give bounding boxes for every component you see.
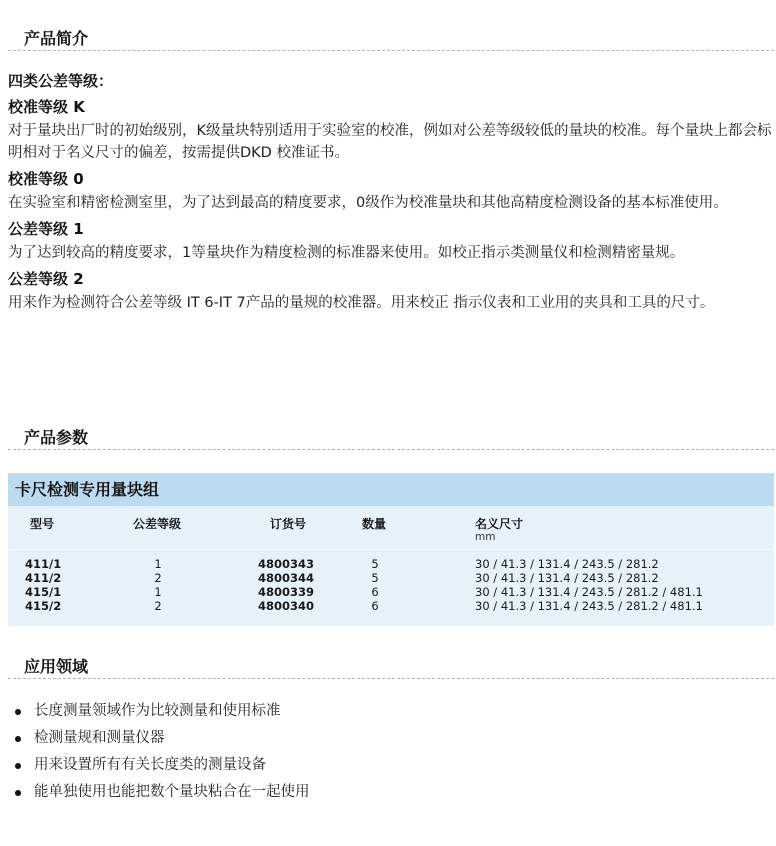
col-header-size-unit: mm [475,531,496,543]
cell-size: 30 / 41.3 / 131.4 / 243.5 / 281.2 / 481.1 [475,599,703,613]
cell-qty: 5 [371,571,379,585]
cell-order: 4800343 [258,557,315,571]
cell-type: 411/1 [25,557,62,571]
grade-title-2: 公差等级 2 [8,270,84,288]
cell-type: 415/1 [25,585,62,599]
product-table [8,473,774,626]
grade-title-0: 校准等级 0 [8,170,84,188]
cell-order: 4800340 [258,599,315,613]
table-row [8,585,774,599]
grade-body-0: 在实验室和精密检测室里，为了达到最高的精度要求，0级作为校准量块和其他高精度检测设备的基本标准使用。 [8,195,728,211]
col-header-size: 名义尺寸 [475,517,524,531]
section-header-intro [8,24,774,51]
list-item: 检测量规和测量仪器 [14,725,310,752]
col-header-order: 订货号 [270,517,307,531]
col-header-qty: 数量 [362,517,387,531]
cell-order: 4800344 [258,571,315,585]
grade-body-k: 对于量块出厂时的初始级别，K级量块特别适用于实验室的校准，例如对公差等级较低的量块的校准。每个量块上都会标明相对于名义尺寸的偏差，按需提供DKD 校准证书。 [8,123,772,161]
grades-heading: 四类公差等级： [8,72,114,90]
intro-text [8,68,772,314]
cell-qty: 5 [371,557,379,571]
cell-size: 30 / 41.3 / 131.4 / 243.5 / 281.2 / 481.1 [475,585,703,599]
col-header-grade: 公差等级 [133,517,182,531]
list-item: 用来设置所有有关长度类的测量设备 [14,752,310,779]
section-title-intro: 产品简介 [24,29,89,48]
cell-qty: 6 [371,599,379,613]
cell-type: 411/2 [25,571,62,585]
section-header-params [8,423,774,450]
col-header-type: 型号 [30,517,55,531]
grade-body-2: 用来作为检测符合公差等级 IT 6-IT 7产品的量规的校准器。用来校正 指示仪表和工业用的夹具和工具的尺寸。 [8,295,715,311]
table-row [8,557,774,571]
cell-grade: 2 [154,599,162,613]
table-divider [8,549,774,550]
section-header-applications [8,652,774,679]
list-item: 长度测量领域作为比较测量和使用标准 [14,698,310,725]
cell-grade: 1 [154,585,162,599]
cell-grade: 2 [154,571,162,585]
grade-title-1: 公差等级 1 [8,220,84,238]
table-row [8,571,774,585]
cell-size: 30 / 41.3 / 131.4 / 243.5 / 281.2 [475,571,659,585]
section-title-applications: 应用领域 [24,657,89,676]
applications-list [14,698,310,806]
grade-body-1: 为了达到较高的精度要求，1等量块作为精度检测的标准器来使用。如校正指示类测量仪和检测精密量规。 [8,245,685,261]
cell-order: 4800339 [258,585,315,599]
grade-title-k: 校准等级 K [8,98,85,116]
table-title: 卡尺检测专用量块组 [8,473,774,506]
list-item: 能单独使用也能把数个量块粘合在一起使用 [14,779,310,806]
section-title-params: 产品参数 [24,428,89,447]
cell-grade: 1 [154,557,162,571]
cell-type: 415/2 [25,599,62,613]
cell-size: 30 / 41.3 / 131.4 / 243.5 / 281.2 [475,557,659,571]
cell-qty: 6 [371,585,379,599]
table-row [8,599,774,613]
